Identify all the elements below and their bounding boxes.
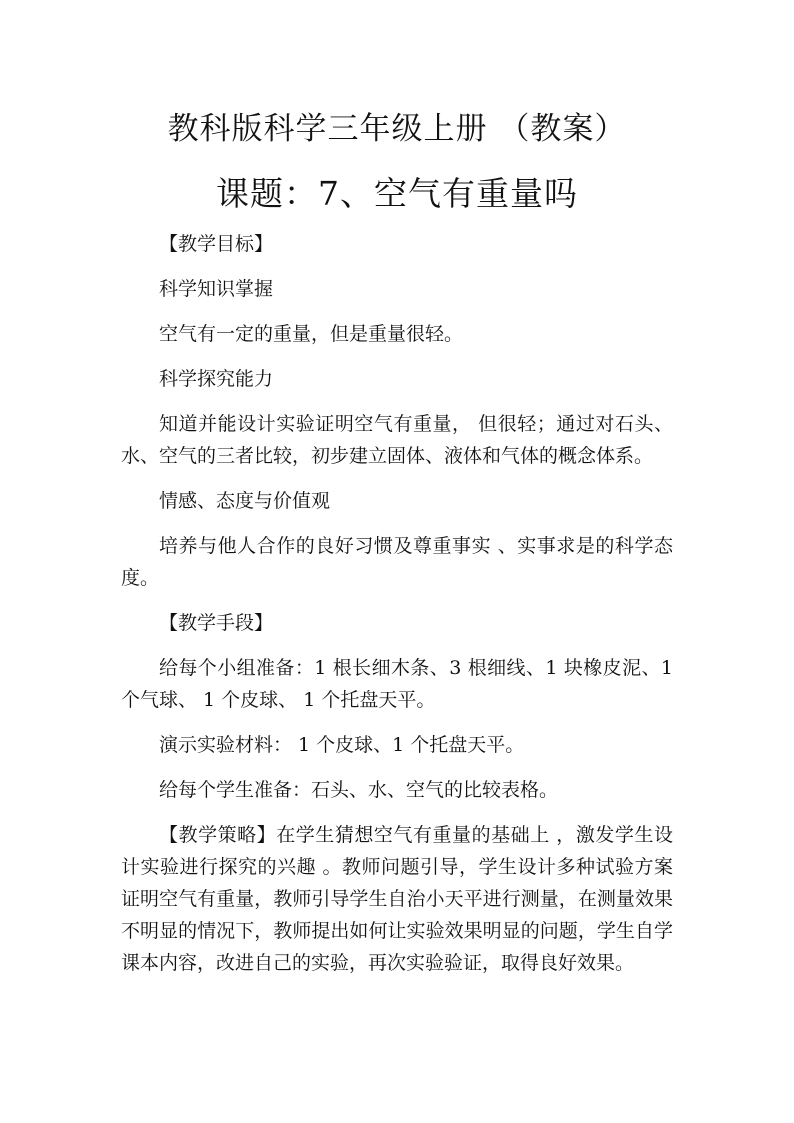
paragraph-strategy: 【教学策略】在学生猜想空气有重量的基础上 ，激发学生设计实验进行探究的兴趣 。教师问题引导，学生设计多种试验方案证明空气有重量，教师引导学生自治小天平进行测量，在测量效果不明显的情况下，教师提出如何让实验效果明显的问题，学生自学课本内容，改进自己的实验，再次实验验证，取得良好效果。 [121,824,673,974]
document-title: 教科版科学三年级上册 （教案） [167,111,627,147]
paragraph-inquiry: 知道并能设计实验证明空气有重量， 但很轻；通过对石头、水、空气的三者比较，初步建立固体、液体和气体的概念体系。 [121,413,673,467]
document-body [121,228,673,992]
paragraph-student-materials: 给每个学生准备：石头、水、空气的比较表格。 [159,779,559,801]
lesson-title: 课题：7、空气有重量吗 [216,174,578,213]
paragraph-attitude: 培养与他人合作的良好习惯及尊重事实 、实事求是的科学态度。 [121,535,673,589]
section-heading-means: 【教学手段】 [159,612,274,634]
paragraph-demo-materials: 演示实验材料： 1 个皮球、1 个托盘天平。 [159,734,525,756]
paragraph-knowledge: 空气有一定的重量，但是重量很轻。 [159,323,464,345]
subheading-inquiry: 科学探究能力 [159,368,274,390]
subheading-knowledge: 科学知识掌握 [159,278,274,300]
section-heading-objectives: 【教学目标】 [159,233,274,255]
paragraph-group-materials: 给每个小组准备：1 根长细木条、3 根细线、1 块橡皮泥、1 个气球、 1 个皮球、 1 个托盘天平。 [121,657,673,711]
subheading-attitude: 情感、态度与价值观 [159,490,331,512]
